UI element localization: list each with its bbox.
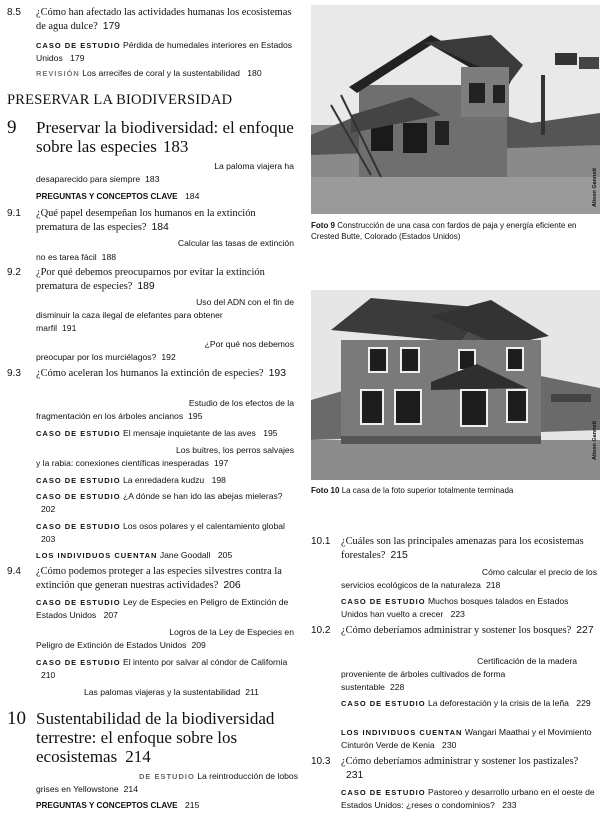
entry-title: Pastoreo y desarrollo urbano en el oeste de Estados Unidos: ¿reses o condominios?: [341, 787, 595, 810]
case-study-entry[interactable]: [341, 595, 597, 620]
page-number: 180: [247, 68, 262, 78]
case-study-entry[interactable]: [36, 520, 298, 545]
caption-label: Foto 9: [311, 221, 335, 230]
toc-entry-9-3[interactable]: [7, 367, 302, 395]
page-number: 195: [188, 411, 203, 421]
section-title: ¿Cómo deberíamos administrar y sostener los bosques? 227: [341, 625, 594, 636]
feature-line: Calcular las tasas de extinción: [177, 238, 294, 248]
chapter-title: Preservar la biodiversidad: el enfoque sobre las especies 183: [36, 118, 294, 156]
photo-image: [311, 5, 600, 214]
page-number: 189: [137, 280, 155, 292]
feature-line: disminuir la caza ilegal de elefantes para obtener: [36, 310, 223, 320]
page-number: 195: [263, 428, 278, 438]
feature-entry[interactable]: Peligro de Extinción de Estados Unidos 209: [36, 640, 206, 650]
page-number: 214: [125, 747, 151, 766]
page-number: 215: [185, 800, 200, 810]
chapter-10-entry[interactable]: [7, 708, 307, 768]
case-study-entry[interactable]: [36, 490, 294, 515]
entry-title: Ley de Especies en Peligro de Extinción de Estados Unidos: [36, 597, 289, 620]
feature-line: ¿Por qué nos debemos: [204, 339, 294, 349]
feature-line: Uso del ADN con el fin de: [196, 297, 294, 307]
entry-title: La reintroducción de lobos: [197, 771, 298, 781]
page-number: 183: [145, 174, 160, 184]
feature-entry[interactable]: marfil 191: [36, 323, 77, 333]
individuals-entry[interactable]: [36, 549, 294, 562]
case-study-entry[interactable]: [36, 427, 298, 440]
page-number: 207: [103, 610, 118, 620]
photo-house-finished: [311, 290, 600, 480]
section-title: ¿Cómo deberíamos administrar y sostener los pastizales?231: [341, 756, 579, 781]
entry-title: Wangari Maathai y el Movimiento Cinturón Verde de Kenia: [341, 727, 592, 750]
review-entry[interactable]: [36, 67, 306, 80]
caption-text: La casa de la foto superior totalmente terminada: [341, 486, 514, 495]
page-number: 197: [213, 458, 229, 468]
entry-title: La deforestación y la crisis de la leña: [427, 698, 569, 708]
page-number: 179: [70, 53, 85, 63]
section-number: 10.3: [311, 756, 331, 767]
feature-entry[interactable]: sustentable 228: [341, 682, 405, 692]
toc-entry-8-5[interactable]: [7, 6, 302, 36]
page-number: 230: [442, 740, 457, 750]
photo-credit: Alison Gannett: [592, 167, 598, 207]
chapter-number: 10: [7, 708, 26, 729]
page-number: 192: [161, 352, 176, 362]
page-number: 191: [62, 323, 77, 333]
toc-entry-10-3[interactable]: [311, 755, 600, 783]
feature-entry[interactable]: preocupar por los murciélagos? 192: [36, 352, 176, 362]
entry-title: El intento por salvar al cóndor de California: [122, 657, 288, 667]
page-number: 198: [211, 475, 226, 485]
section-title: ¿Cómo podemos proteger a las especies silvestres contra la extinción que generan nuestras actividades? 206: [36, 566, 282, 591]
feature-entry[interactable]: desaparecido para siempre 183: [36, 174, 160, 184]
page-number: 228: [389, 682, 405, 692]
entry-label: CASO DE ESTUDIO: [36, 492, 121, 501]
entry-label: CASO DE ESTUDIO: [36, 658, 121, 667]
part-heading: PRESERVAR LA BIODIVERSIDAD: [7, 92, 233, 108]
chapter-number: 9: [7, 117, 17, 138]
toc-entry-10-1[interactable]: [311, 535, 600, 563]
entry-title: Los arrecifes de coral y la sustentabilidad: [82, 68, 240, 78]
page-number: 183: [162, 137, 189, 156]
case-study-entry[interactable]: [341, 786, 597, 811]
section-number: 10.1: [311, 536, 331, 547]
photo-caption: [311, 486, 600, 497]
feature-line: Logros de la Ley de Especies en: [169, 627, 294, 637]
section-number: 9.4: [7, 566, 21, 577]
page-number: 188: [101, 252, 117, 262]
case-study-entry[interactable]: [36, 596, 298, 621]
page-number: 205: [217, 550, 233, 560]
feature-line: Cómo calcular el precio de los: [481, 567, 597, 577]
entry-label: CASO DE ESTUDIO: [36, 429, 121, 438]
photo-house-construction: [311, 5, 600, 214]
feature-entry[interactable]: no es tarea fácil 188: [36, 252, 117, 262]
section-title: ¿Qué papel desempeñan los humanos en la extinción prematura de las especies? 184: [36, 208, 256, 233]
section-title: ¿Por qué debemos preocuparnos por evitar la extinción prematura de especies? 189: [36, 267, 265, 292]
page-number: 223: [450, 609, 465, 619]
page-number: 202: [41, 504, 56, 514]
entry-label: PREGUNTAS Y CONCEPTOS CLAVE: [36, 801, 178, 810]
photo-credit: Alison Gannett: [592, 420, 598, 460]
page-number: 184: [151, 221, 169, 233]
entry-label: PREGUNTAS Y CONCEPTOS CLAVE: [36, 192, 178, 201]
entry-title: El mensaje inquietante de las aves: [122, 428, 256, 438]
entry-title: Jane Goodall: [159, 550, 211, 560]
toc-entry-9-1[interactable]: [7, 207, 302, 235]
page-number: 184: [185, 191, 200, 201]
page-number: 215: [390, 549, 408, 561]
feature-line: Estudio de los efectos de la: [188, 398, 294, 408]
page-number: 233: [502, 800, 517, 810]
feature-entry[interactable]: Las palomas viajeras y la sustentabilidad 211: [84, 687, 259, 697]
case-study-entry[interactable]: [341, 697, 597, 710]
entry-label: CASO DE ESTUDIO: [341, 699, 426, 708]
section-number: 9.3: [7, 368, 21, 379]
feature-line: La paloma viajera ha: [214, 161, 294, 171]
entry-label: CASO DE ESTUDIO: [36, 598, 121, 607]
feature-entry[interactable]: fragmentación en los árboles ancianos 195: [36, 411, 203, 421]
individuals-entry[interactable]: [341, 726, 597, 751]
page-number: 218: [485, 580, 501, 590]
toc-entry-9-4[interactable]: [7, 565, 307, 593]
section-number: 9.1: [7, 208, 21, 219]
case-study-entry[interactable]: [36, 656, 298, 681]
caption-text: Construcción de una casa con fardos de paja y energía eficiente en Crested Butte, Colorado (Estados Unidos): [311, 221, 577, 241]
chapter-9-entry[interactable]: [7, 117, 307, 159]
key-questions-entry[interactable]: [36, 190, 294, 203]
case-study-entry[interactable]: [36, 770, 298, 783]
section-number: 9.2: [7, 267, 21, 278]
entry-label: CASO DE ESTUDIO: [341, 788, 426, 797]
section-number: 10.2: [311, 625, 331, 636]
page-number: 214: [123, 784, 138, 794]
entry-title: La enredadera kudzu: [122, 475, 205, 485]
page-number: 209: [191, 640, 206, 650]
entry-title: Pérdida de humedales interiores en Estados Unidos: [36, 40, 293, 63]
photo-image: [311, 290, 600, 480]
entry-label: LOS INDIVIDUOS CUENTAN: [36, 551, 158, 560]
page-number: 206: [223, 579, 241, 591]
chapter-title: Sustentabilidad de la biodiversidad terrestre: el enfoque sobre los ecosistemas 214: [36, 709, 275, 766]
section-title: ¿Cómo han afectado las actividades humanas los ecosistemas de agua dulce? 179: [36, 7, 292, 32]
entry-label: LOS INDIVIDUOS CUENTAN: [341, 728, 463, 737]
entry-label: DE ESTUDIO: [138, 772, 195, 781]
entry-title: ¿A dónde se han ido las abejas mieleras?: [122, 491, 283, 501]
entry-label: REVISIÓN: [36, 69, 80, 78]
entry-label: CASO DE ESTUDIO: [341, 597, 426, 606]
page-number: 231: [346, 769, 364, 781]
toc-entry-10-2[interactable]: [311, 624, 600, 652]
page-number: 211: [245, 687, 259, 697]
case-study-entry-continued[interactable]: grises en Yellowstone 214: [36, 784, 138, 794]
feature-entry[interactable]: servicios ecológicos de la naturaleza 218: [341, 580, 501, 590]
feature-line: Los buitres, los perros salvajes: [176, 445, 294, 455]
photo-caption: [311, 221, 600, 242]
page-number: 229: [576, 698, 591, 708]
case-study-entry[interactable]: [36, 39, 296, 64]
entry-label: CASO DE ESTUDIO: [36, 476, 121, 485]
entry-label: CASO DE ESTUDIO: [36, 41, 121, 50]
entry-title: Muchos bosques talados en Estados Unidos han vuelto a crecer: [341, 596, 569, 619]
section-title: ¿Cuáles son las principales amenazas para los ecosistemas forestales? 215: [341, 536, 584, 561]
entry-title: Los osos polares y el calentamiento global: [122, 521, 285, 531]
feature-line: Certificación de la madera: [477, 656, 577, 666]
toc-entry-9-2[interactable]: [7, 266, 302, 294]
section-number: 8.5: [7, 7, 21, 18]
page-number: 227: [576, 625, 594, 636]
caption-label: Foto 10: [311, 486, 340, 495]
case-study-entry[interactable]: [36, 474, 294, 487]
page-number: 193: [268, 368, 286, 379]
feature-line: proveniente de árboles cultivados de forma: [341, 669, 506, 679]
page-number: 203: [41, 534, 56, 544]
feature-entry[interactable]: y la rabia: conexiones científicas inesperadas 197: [36, 458, 229, 468]
entry-label: CASO DE ESTUDIO: [36, 522, 121, 531]
section-title: ¿Cómo aceleran los humanos la extinción de especies? 193: [36, 368, 286, 379]
page-number: 179: [102, 20, 121, 32]
key-questions-entry[interactable]: [36, 799, 294, 812]
page-number: 210: [41, 670, 56, 680]
